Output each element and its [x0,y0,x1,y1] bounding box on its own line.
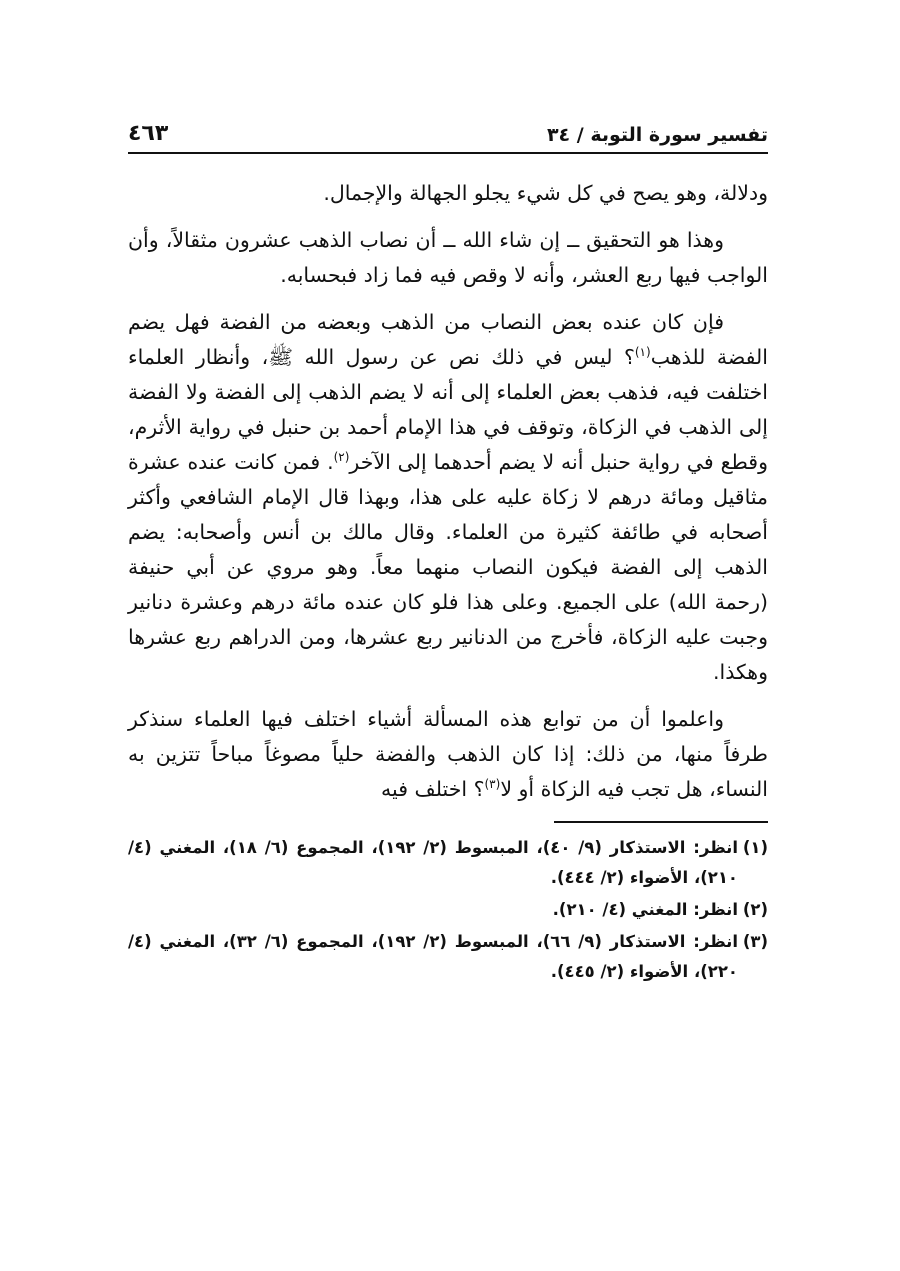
paragraph-4-part-b: ؟ اختلف فيه [381,777,485,801]
footnote-ref-3[interactable]: (٣) [484,777,501,792]
main-text [128,176,768,807]
paragraph-1: ودلالة، وهو يصح في كل شيء يجلو الجهالة والإجمال. [323,181,768,205]
book-page [128,112,768,989]
paragraph-4 [128,702,768,807]
paragraph-4-part-a: واعلموا أن من توابع هذه المسألة أشياء اختلف فيها العلماء سنذكر طرفاً منها، من ذلك: إذا كان الذهب والفضة حلياً مصوغاً مباحاً تتزين به النساء، هل تجب فيه الزكاة أو لا [128,707,768,801]
running-header-title: تفسير سورة التوبة / ٣٤ [546,124,768,146]
footnote-number: (٣) [742,932,768,951]
footnote-text: انظر: الاستذكار (٩/ ٤٠)، المبسوط (٢/ ١٩٢)، المجموع (٦/ ١٨)، المغني (٤/ ٢١٠)، الأضواء (٢/ ٤٤٤). [128,838,739,887]
paragraph-2: وهذا هو التحقيق ــ إن شاء الله ــ أن نصاب الذهب عشرون مثقالاً، وأن الواجب فيها ربع العشر، وأنه لا وقص فيه فما زاد فبحسابه. [128,228,768,287]
footnote-item [128,833,768,893]
footnote-number: (١) [742,838,768,857]
footnote-divider [554,821,768,823]
header-divider [128,152,768,154]
paragraph-3-part-c: . فمن كانت عنده عشرة مثاقيل ومائة درهم لا زكاة عليه على هذا، وبهذا قال الإمام الشافعي وأكثر أصحابه في طائفة كثيرة من العلماء. وقال مالك بن أنس وأصحابه: يضم الذهب إلى الفضة فيكون النصاب منهما معاً. وهو مروي عن أبي حنيفة (رحمة الله) على الجميع. وعلى هذا فلو كان عنده مائة درهم وعشرة دنانير وجبت عليه الزكاة، فأخرج من الدنانير ربع عشرها، ومن الدراهم ربع عشرها وهكذا. [128,450,768,684]
footnote-ref-2[interactable]: (٢) [333,450,350,465]
footnote-text: انظر: المغني (٤/ ٢١٠). [552,900,738,919]
paragraph-3-part-b: ؟ ليس في ذلك نص عن رسول الله ﷺ، وأنظار العلماء اختلفت فيه، فذهب بعض العلماء إلى أنه لا يضم الذهب إلى الفضة ولا الفضة إلى الذهب في الزكاة، وتوقف في هذا الإمام أحمد بن حنبل في رواية الأثرم، وقطع في رواية حنبل أنه لا يضم أحدهما إلى الآخر [128,345,768,474]
footnote-text: انظر: الاستذكار (٩/ ٦٦)، المبسوط (٢/ ١٩٢)، المجموع (٦/ ٣٢)، المغني (٤/ ٢٢٠)، الأضواء (٢/ ٤٤٥). [128,932,739,981]
footnote-item [128,895,768,925]
footnote-item [128,927,768,987]
paragraph-3-part-a: فإن كان عنده بعض النصاب من الذهب وبعضه من الفضة فهل يضم الفضة للذهب [128,310,768,369]
page-number: ٤٦٣ [128,121,169,146]
footnotes [128,833,768,987]
paragraph-3 [128,305,768,690]
footnote-number: (٢) [742,900,768,919]
running-header [128,112,768,150]
footnote-ref-1[interactable]: (١) [634,345,651,360]
